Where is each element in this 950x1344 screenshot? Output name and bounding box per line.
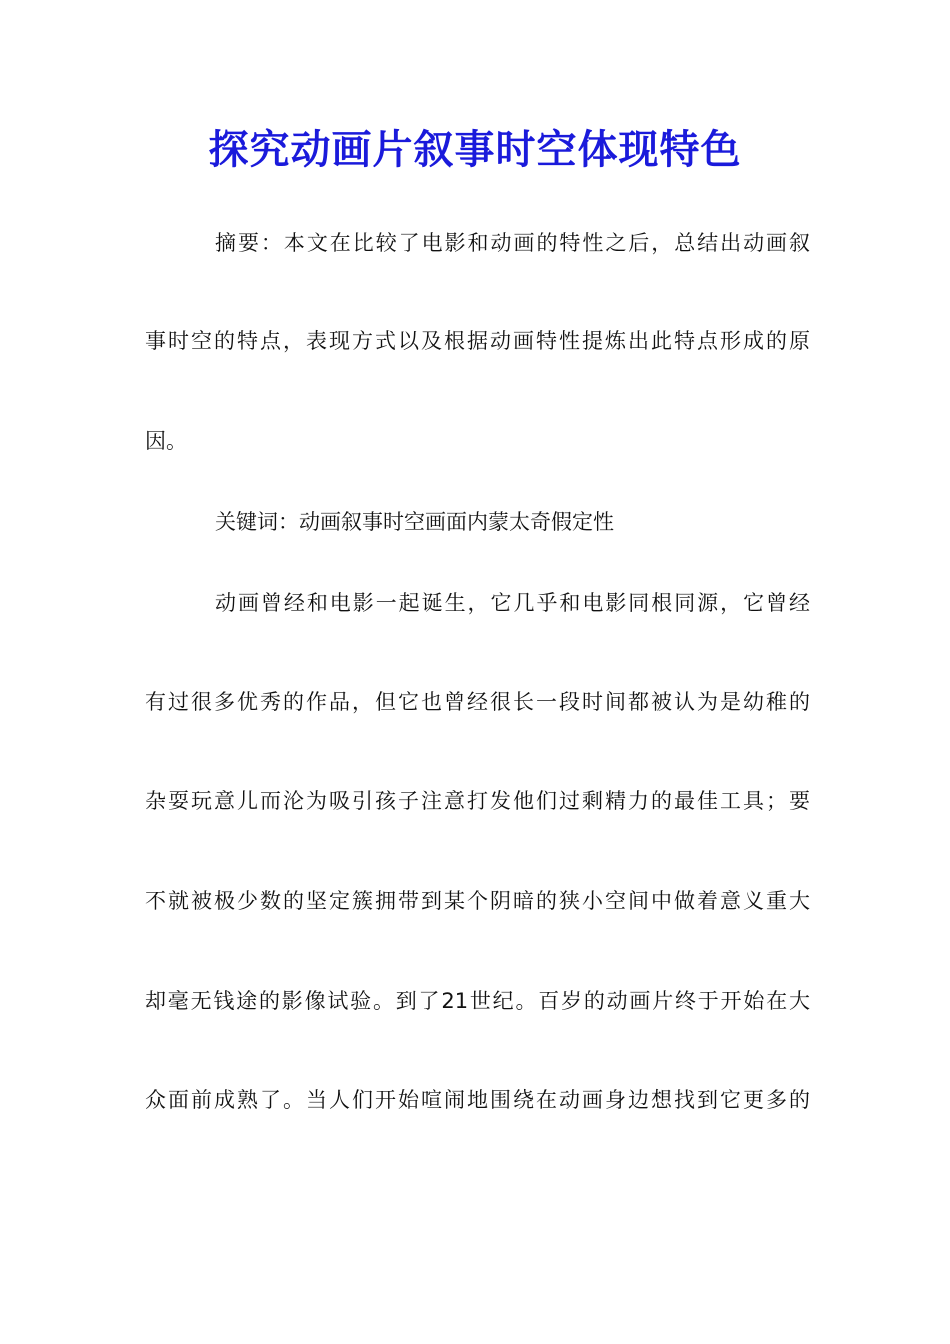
body-line-5: 却毫无钱途的影像试验。到了21世纪。百岁的动画片终于开始在大 — [145, 989, 810, 1013]
body-line-6: 众面前成熟了。当人们开始喧闹地围绕在动画身边想找到它更多的 — [145, 1088, 810, 1112]
body-line-3: 杂耍玩意儿而沦为吸引孩子注意打发他们过剩精力的最佳工具；要 — [145, 789, 810, 813]
document-title: 探究动画片叙事时空体现特色 — [208, 126, 742, 173]
body-line-4: 不就被极少数的坚定簇拥带到某个阴暗的狭小空间中做着意义重大 — [145, 889, 810, 913]
abstract-line-2: 事时空的特点，表现方式以及根据动画特性提炼出此特点形成的原 — [145, 329, 810, 353]
keywords-line: 关键词：动画叙事时空画面内蒙太奇假定性 — [215, 510, 614, 534]
body-line-1: 动画曾经和电影一起诞生，它几乎和电影同根同源，它曾经 — [215, 591, 810, 615]
body-line-2: 有过很多优秀的作品，但它也曾经很长一段时间都被认为是幼稚的 — [145, 690, 810, 714]
abstract-line-3: 因。 — [145, 429, 187, 453]
abstract-line-1: 摘要：本文在比较了电影和动画的特性之后，总结出动画叙 — [215, 231, 810, 255]
